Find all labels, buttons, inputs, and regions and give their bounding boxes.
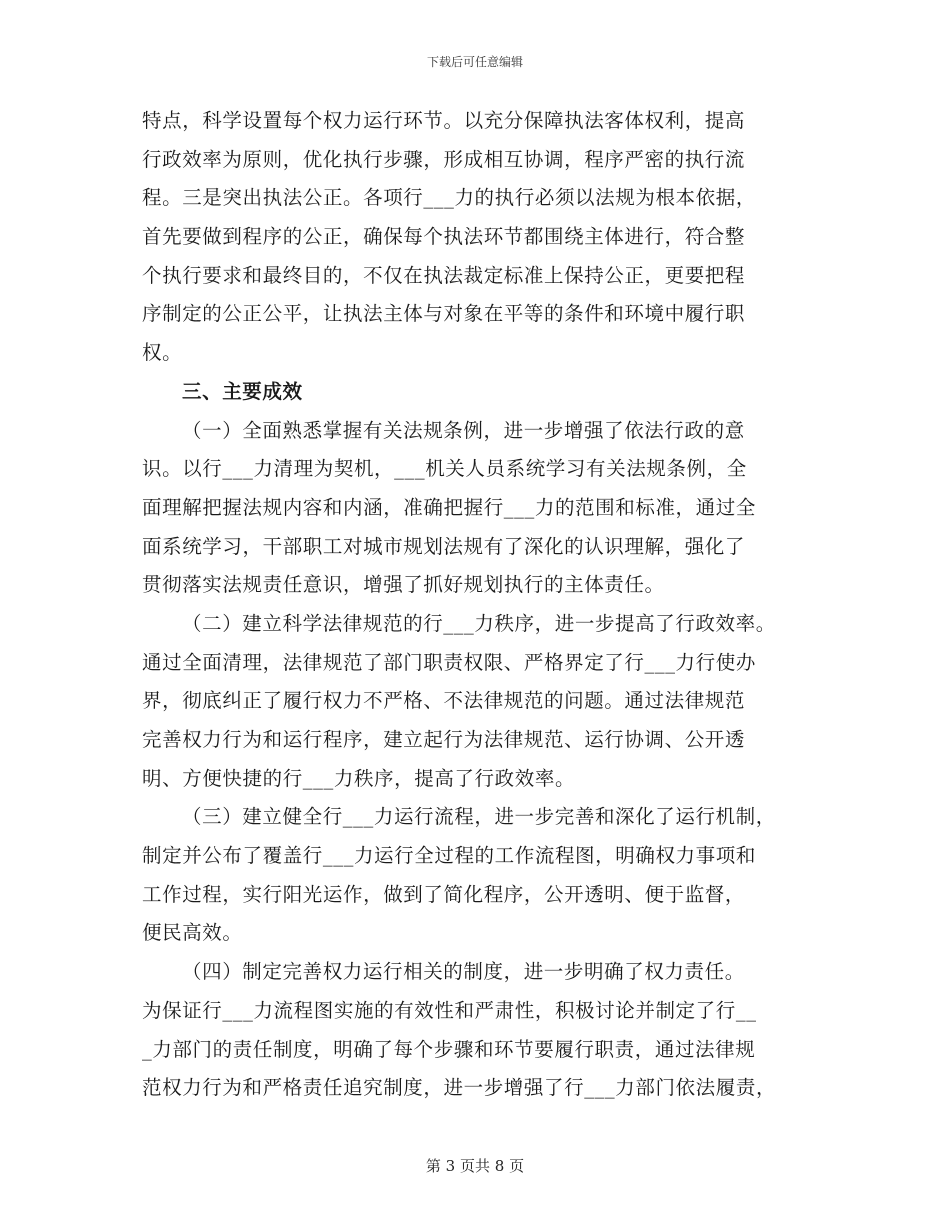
text-line: 行政效率为原则，优化执行步骤，形成相互协调，程序严密的执行流 bbox=[142, 147, 746, 171]
text-line: 首先要做到程序的公正，确保每个执法环节都围绕主体进行，符合整 bbox=[142, 225, 746, 249]
text-line: 明、方便快捷的行___力秩序，提高了行政效率。 bbox=[142, 766, 576, 790]
text-line: 通过全面清理，法律规范了部门职责权限、严格界定了行___力行使办 bbox=[142, 650, 756, 674]
page-number: 第 3 页共 8 页 bbox=[425, 1157, 525, 1175]
text-line: _力部门的责任制度，明确了每个步骤和环节要履行职责，通过法律规 bbox=[142, 1037, 756, 1061]
paragraph-first-line: （一）全面熟悉掌握有关法规条例，进一步增强了依法行政的意 bbox=[182, 418, 745, 442]
text-line: 特点，科学设置每个权力运行环节。以充分保障执法客体权利，提高 bbox=[142, 109, 746, 132]
paragraph-first-line: （四）制定完善权力运行相关的制度，进一步明确了权力责任。 bbox=[182, 960, 745, 984]
text-line: 工作过程，实行阳光运作，做到了简化程序，公开透明、便于监督， bbox=[142, 882, 746, 906]
text-line: 识。以行___力清理为契机，___机关人员系统学习有关法规条例，全 bbox=[142, 457, 747, 481]
text-line: 为保证行___力流程图实施的有效性和严肃性，积极讨论并制定了行__ bbox=[142, 998, 757, 1022]
text-line: 程。三是突出执法公正。各项行___力的执行必须以法规为根本依据， bbox=[142, 186, 756, 210]
text-line: 完善权力行为和运行程序，建立起行为法律规范、运行协调、公开透 bbox=[142, 728, 746, 751]
document-body bbox=[142, 102, 810, 1108]
text-line: 权。 bbox=[142, 341, 183, 365]
text-line: 个执行要求和最终目的，不仅在执法裁定标准上保持公正，更要把程 bbox=[142, 263, 746, 287]
header-note: 下载后可任意编辑 bbox=[426, 55, 523, 69]
paragraph-first-line: （三）建立健全行___力运行流程，进一步完善和深化了运行机制， bbox=[182, 805, 776, 829]
section-heading: 三、主要成效 bbox=[182, 379, 303, 403]
text-line: 序制定的公正公平，让执法主体与对象在平等的条件和环境中履行职 bbox=[142, 302, 746, 326]
text-line: 范权力行为和严格责任追究制度，进一步增强了行___力部门依法履责， bbox=[142, 1076, 777, 1100]
text-line: 面系统学习，干部职工对城市规划法规有了深化的认识理解，强化了 bbox=[142, 534, 746, 558]
paragraph-first-line: （二）建立科学法律规范的行___力秩序，进一步提高了行政效率。 bbox=[182, 611, 776, 635]
text-line: 面理解把握法规内容和内涵，准确把握行___力的范围和标准，通过全 bbox=[142, 495, 756, 519]
text-line: 贯彻落实法规责任意识，增强了抓好规划执行的主体责任。 bbox=[142, 573, 665, 597]
text-line: 制定并公布了覆盖行___力运行全过程的工作流程图，明确权力事项和 bbox=[142, 844, 756, 868]
text-line: 界，彻底纠正了履行权力不严格、不法律规范的问题。通过法律规范 bbox=[142, 689, 746, 713]
text-line: 便民高效。 bbox=[142, 921, 243, 945]
